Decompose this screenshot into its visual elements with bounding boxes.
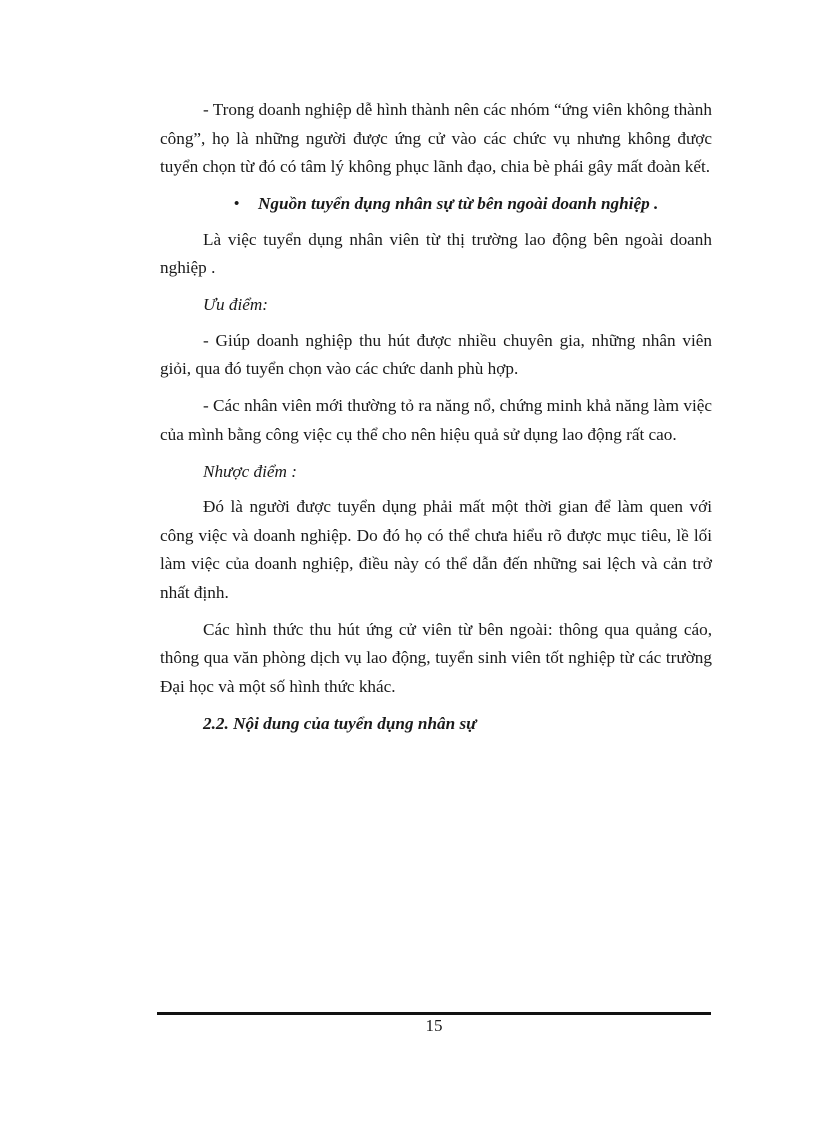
page-number: 15 bbox=[425, 1016, 443, 1035]
paragraph-unsuccessful-candidates: - Trong doanh nghiệp dễ hình thành nên các nhóm “ứng viên không thành công”, họ là những người được ứng cử vào các chức vụ nhưng không được tuyển chọn từ đó có tâm lý không phục lãnh đạo, chia bè phái gây mất đoàn kết. bbox=[160, 100, 712, 176]
paragraph-advantage-experts: - Giúp doanh nghiệp thu hút được nhiều chuyên gia, những nhân viên giỏi, qua đó tuyển chọn vào các chức danh phù hợp. bbox=[160, 330, 712, 378]
paragraph-attraction-methods: Các hình thức thu hút ứng cử viên từ bên ngoài: thông qua quảng cáo, thông qua văn phòng dịch vụ lao động, tuyển sinh viên tốt nghiệp từ các trường Đại học và một số hình thức khác. bbox=[160, 619, 712, 696]
paragraph-disadvantage-adaptation: Đó là người được tuyển dụng phải mất một thời gian để làm quen với công việc và doanh nghiệp. Do đó họ có thể chưa hiểu rõ được mục tiêu, lề lối làm việc của doanh nghiệp, điều này có thể dẫn đến những sai lệch và cản trở nhất định. bbox=[160, 497, 712, 602]
bullet-icon: • bbox=[234, 196, 240, 212]
disadvantages-label: Nhược điểm : bbox=[203, 461, 297, 481]
advantages-label: Ưu điểm: bbox=[203, 295, 268, 314]
paragraph-advantage-new-staff: - Các nhân viên mới thường tỏ ra năng nổ, chứng minh khả năng làm việc của mình bằng công việc cụ thể cho nên hiệu quả sử dụng lao động rất cao. bbox=[160, 396, 712, 444]
bullet-heading-external-sources bbox=[160, 190, 712, 219]
paragraph-external-definition: Là việc tuyển dụng nhân viên từ thị trường lao động bên ngoài doanh nghiệp . bbox=[160, 229, 712, 277]
bullet-heading-text: Nguồn tuyển dụng nhân sự từ bên ngoài doanh nghiệp . bbox=[258, 194, 659, 213]
section-heading-recruitment-content: 2.2. Nội dung của tuyển dụng nhân sự bbox=[203, 713, 477, 733]
page-body bbox=[160, 96, 712, 747]
